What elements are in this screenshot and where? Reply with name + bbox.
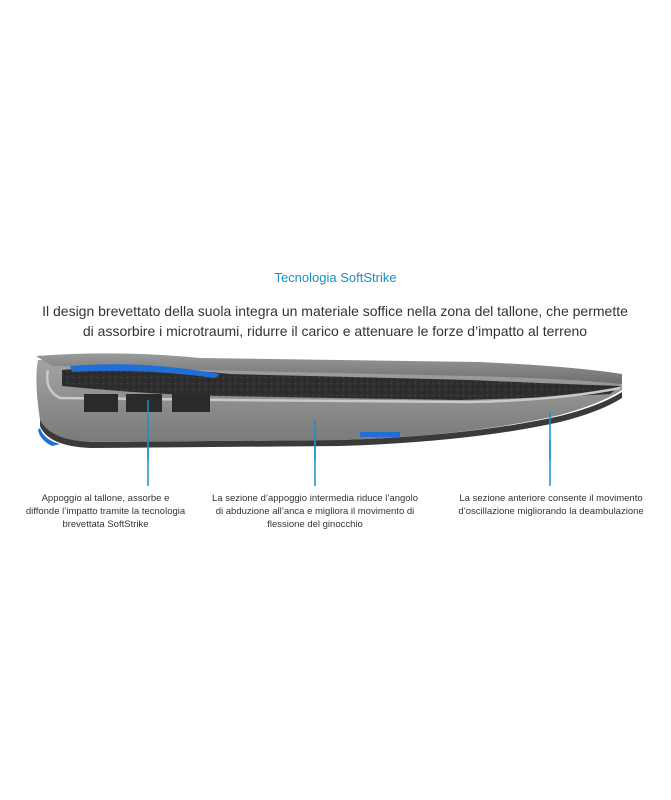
callout-heel-line-2: diffonde l’impatto tramite la tecnologia <box>25 506 186 517</box>
callout-heel-line-1: Appoggio al tallone, assorbe e <box>41 493 170 504</box>
intro-line-2: di assorbire i microtraumi, ridurre il carico e attenuare le forze d’impatto al terreno <box>82 323 588 339</box>
heel-chamber-3 <box>172 394 210 412</box>
callout-midfoot-line-3: flessione del ginocchio <box>267 519 363 530</box>
heel-chamber-2 <box>126 394 162 412</box>
callout-heel <box>18 492 193 531</box>
callout-heel-line-3: brevettata SoftStrike <box>62 519 149 530</box>
callout-midfoot-line-1: La sezione d’appoggio intermedia riduce l’angolo <box>212 493 418 504</box>
heel-chamber-1 <box>84 394 118 412</box>
callout-forefoot <box>445 492 657 518</box>
callout-connectors <box>0 440 671 490</box>
blue-outsole-accent-mid <box>360 432 400 437</box>
callout-forefoot-line-2: d’oscillazione migliorando la deambulazione <box>458 506 644 517</box>
callout-midfoot-line-2: di abduzione all’anca e migliora il movimento di <box>215 506 415 517</box>
section-title: Tecnologia SoftStrike <box>274 270 397 285</box>
callout-forefoot-line-1: La sezione anteriore consente il movimento <box>459 493 643 504</box>
callout-midfoot <box>205 492 425 531</box>
intro-line-1: Il design brevettato della suola integra un materiale soffice nella zona del tallone, che permette <box>42 303 628 319</box>
intro-text <box>40 301 630 341</box>
